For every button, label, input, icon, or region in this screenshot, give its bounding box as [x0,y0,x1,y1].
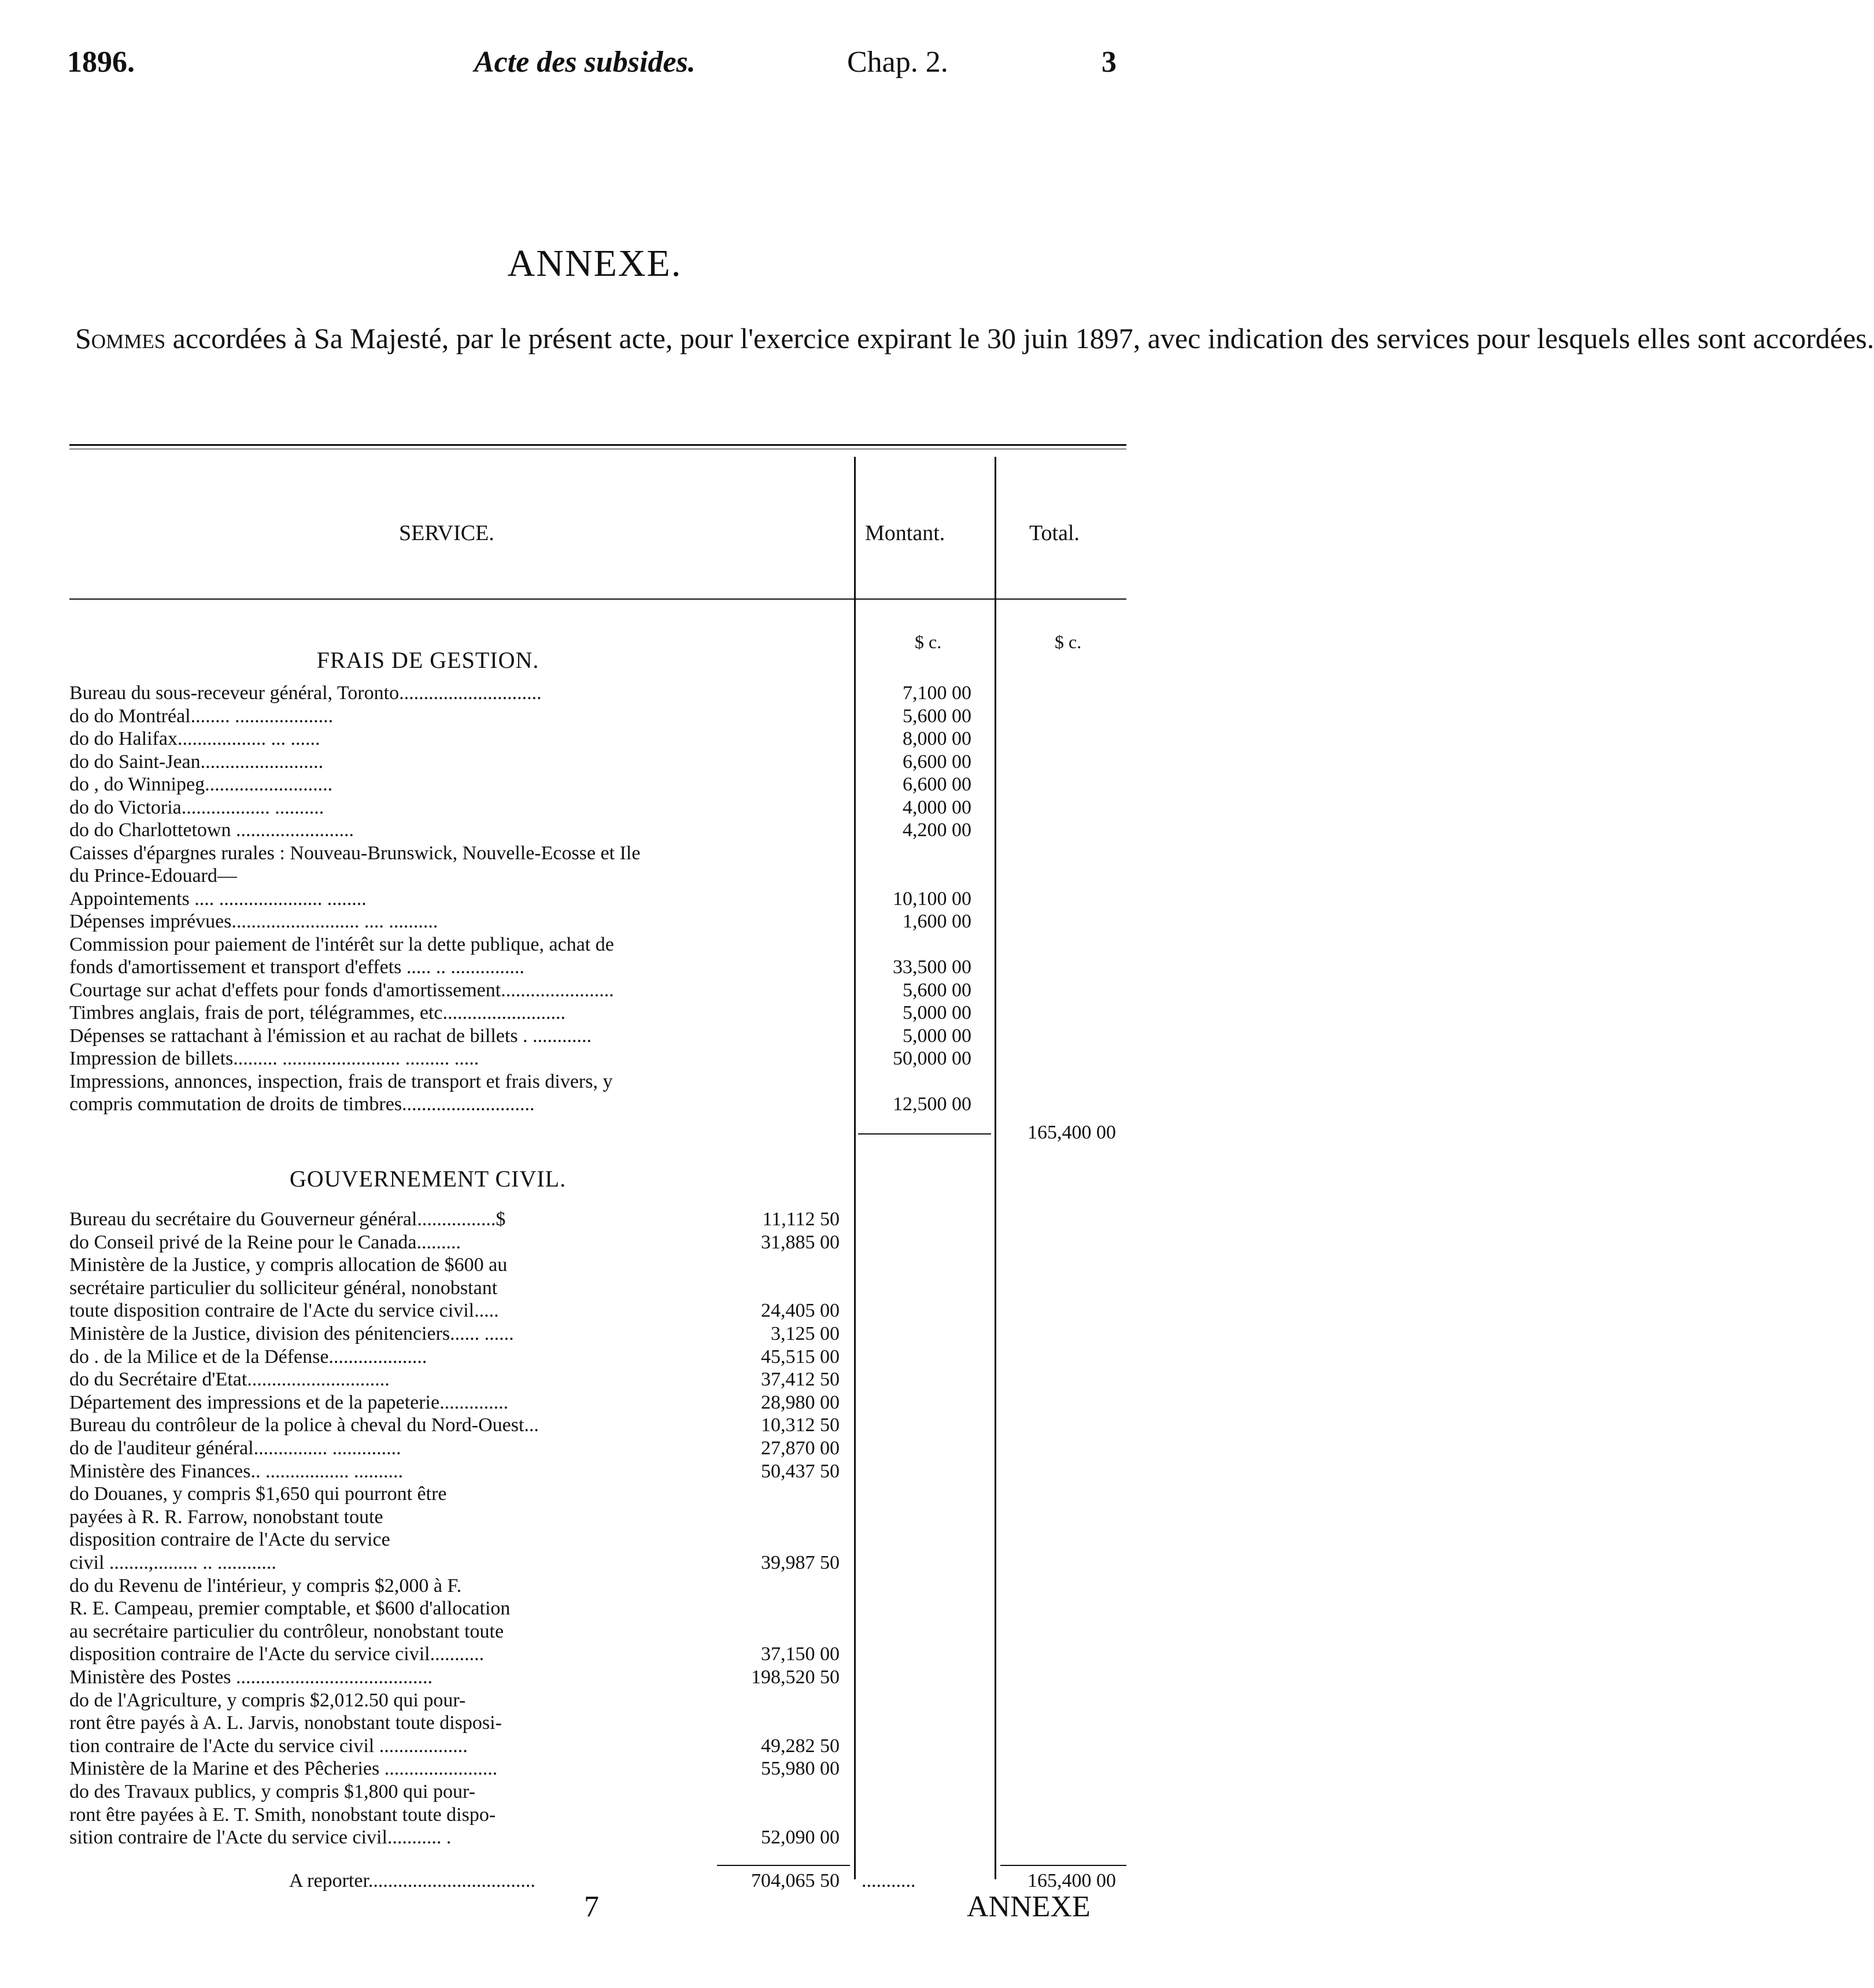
table-row-text: do , do Winnipeg.......................... [69,774,333,795]
table-row-text: ront être payés à A. L. Jarvis, nonobstant toute disposi- [69,1712,502,1734]
table-row-amount: 31,885 00 [761,1231,840,1253]
footer-signature: 7 [584,1890,599,1923]
intro-text: accordées à Sa Majesté, par le présent acte, pour l'exercice expirant le 30 juin 1897, avec indication des services pour lesquels elles sont accordées. [165,322,1874,354]
table-row-amount: 3,125 00 [771,1323,840,1344]
table-row-amount: 10,312 50 [761,1414,840,1436]
table-row-amount: 49,282 50 [761,1735,840,1757]
table-row-text: do du Revenu de l'intérieur, y compris $2,000 à F. [69,1575,462,1597]
table-row-text: do . de la Milice et de la Défense.................... [69,1346,427,1368]
header-page-number: 3 [1102,46,1117,79]
table-row-text: ront être payées à E. T. Smith, nonobstant toute dispo- [69,1804,496,1826]
table-row-text: Appointements .... ..................... ........ [69,888,367,910]
table-row-amount: 5,000 00 [903,1025,971,1047]
table-row-text: fonds d'amortissement et transport d'effets ..... .. ............... [69,956,524,978]
table-row-text: au secrétaire particulier du contrôleur, nonobstant toute [69,1620,504,1642]
table-row-amount: 8,000 00 [903,728,971,749]
footer-catchword: ANNEXE [967,1890,1091,1923]
column-header-total: Total. [1029,521,1080,545]
section1-total: 165,400 00 [1027,1122,1116,1143]
unit-total: $ c. [1055,631,1082,652]
table-row-text: Ministère des Postes ........................................ [69,1666,433,1688]
table-row-amount: 4,200 00 [903,819,971,841]
table-row-text: disposition contraire de l'Acte du service civil........... [69,1643,485,1665]
table-row-text: Dépenses se rattachant à l'émission et au rachat de billets . ............ [69,1025,592,1047]
section-heading-gouvernement: GOUVERNEMENT CIVIL. [289,1166,567,1192]
table-row-text: compris commutation de droits de timbres........................... [69,1093,535,1115]
header-year: 1896. [67,46,135,79]
page-title: ANNEXE. [507,242,682,284]
table-row-text: do de l'auditeur général............... .............. [69,1438,401,1459]
table-row-amount: 55,980 00 [761,1758,840,1780]
table-row-text: Impression de billets......... ........................ ......... ..... [69,1048,479,1069]
table-row-amount: 1,600 00 [903,911,971,932]
table-row-text: Bureau du secrétaire du Gouverneur général................$ [69,1209,506,1230]
section1-subtotal-rule [858,1133,991,1135]
header-chapter: Chap. 2. [847,46,948,79]
table-row-text: do du Secrétaire d'Etat............................. [69,1369,390,1391]
table-row-amount: 4,000 00 [903,796,971,818]
table-row-text: Département des impressions et de la papeterie.............. [69,1391,509,1413]
table-row-amount: 7,100 00 [903,682,971,704]
table-row-text: do Douanes, y compris $1,650 qui pourront être [69,1483,447,1505]
table-row-text: do de l'Agriculture, y compris $2,012.50 qui pour- [69,1689,466,1711]
table-row-amount: 45,515 00 [761,1346,840,1368]
table-row-text: toute disposition contraire de l'Acte du service civil..... [69,1300,499,1322]
table-row-text: R. E. Campeau, premier comptable, et $600 d'allocation [69,1598,511,1620]
section-heading-frais: FRAIS DE GESTION. [316,647,539,673]
table-row-amount: 198,520 50 [751,1666,840,1688]
table-row-text: Ministère des Finances.. ................. .......... [69,1460,403,1482]
table-row-amount: 5,600 00 [903,705,971,727]
column-header-montant: Montant. [865,521,945,545]
table-row-amount: 12,500 00 [893,1093,971,1115]
table-row-text: disposition contraire de l'Acte du service [69,1529,390,1551]
table-row-amount: 37,412 50 [761,1369,840,1391]
table-row-amount: 6,600 00 [903,774,971,795]
table-row-text: secrétaire particulier du solliciteur général, nonobstant [69,1277,498,1299]
table-header-rule [69,598,1126,600]
table-row-amount: 5,000 00 [903,1002,971,1023]
intro-paragraph [75,321,1874,356]
table-row-text: Bureau du sous-receveur général, Toronto............................. [69,682,542,704]
table-row-amount: 33,500 00 [893,956,971,978]
table-row-amount: 27,870 00 [761,1438,840,1459]
column-header-service: SERVICE. [399,521,494,545]
carry-rule-montant [717,1865,850,1866]
table-row-amount: 10,100 00 [893,888,971,910]
table-row-text: civil ........,......... .. ............ [69,1552,276,1573]
carry-total: 165,400 00 [1027,1870,1116,1891]
table-row-amount: 28,980 00 [761,1391,840,1413]
table-row-text: do do Victoria.................. .......... [69,796,324,818]
table-row-text: tion contraire de l'Acte du service civil .................. [69,1735,468,1757]
carry-rule-total [1000,1865,1126,1866]
table-row-text: do do Halifax.................. ... ...... [69,728,320,749]
carry-amount: 704,065 50 [751,1870,840,1891]
table-row-text: Caisses d'épargnes rurales : Nouveau-Brunswick, Nouvelle-Ecosse et Ile [69,842,641,864]
table-row-amount: 5,600 00 [903,979,971,1001]
table-row-text: payées à R. R. Farrow, nonobstant toute [69,1506,383,1528]
table-row-text: Timbres anglais, frais de port, télégrammes, etc......................... [69,1002,566,1023]
table-row-amount: 39,987 50 [761,1552,840,1573]
unit-montant: $ c. [915,631,942,652]
table-top-rule [69,444,1126,446]
table-row-amount: 11,112 50 [762,1209,840,1230]
table-row-text: do do Charlottetown ........................ [69,819,354,841]
table-row-amount: 50,000 00 [893,1048,971,1069]
carry-label: A reporter.................................. [289,1870,535,1891]
intro-lead: Sommes [75,322,166,354]
header-act-title: Acte des subsides. [474,46,696,79]
table-row-text: Commission pour paiement de l'intérêt sur la dette publique, achat de [69,933,614,955]
table-row-text: sition contraire de l'Acte du service civil........... . [69,1827,452,1849]
table-row-text: Courtage sur achat d'effets pour fonds d'amortissement....................... [69,979,614,1001]
table-row-text: do do Montréal........ .................... [69,705,334,727]
table-row-text: Ministère de la Justice, y compris allocation de $600 au [69,1254,508,1276]
table-row-text: Impressions, annonces, inspection, frais de transport et frais divers, y [69,1070,613,1092]
table-row-text: Bureau du contrôleur de la police à cheval du Nord-Ouest... [69,1414,539,1436]
table-row-amount: 24,405 00 [761,1300,840,1322]
column-divider-total [995,457,996,1879]
table-row-text: du Prince-Edouard— [69,865,237,886]
table-row-text: Ministère de la Marine et des Pêcheries ....................... [69,1758,498,1780]
table-row-text: Dépenses imprévues.......................... .... .......... [69,911,438,932]
table-row-text: do Conseil privé de la Reine pour le Canada......... [69,1231,461,1253]
table-row-amount: 37,150 00 [761,1643,840,1665]
table-row-amount: 50,437 50 [761,1460,840,1482]
table-row-text: do do Saint-Jean......................... [69,751,324,773]
table-row-amount: 6,600 00 [903,751,971,773]
table-row-text: do des Travaux publics, y compris $1,800 qui pour- [69,1781,475,1802]
carry-dots: ........... [862,1870,916,1891]
table-row-text: Ministère de la Justice, division des pénitenciers...... ...... [69,1323,514,1344]
table-row-amount: 52,090 00 [761,1827,840,1849]
